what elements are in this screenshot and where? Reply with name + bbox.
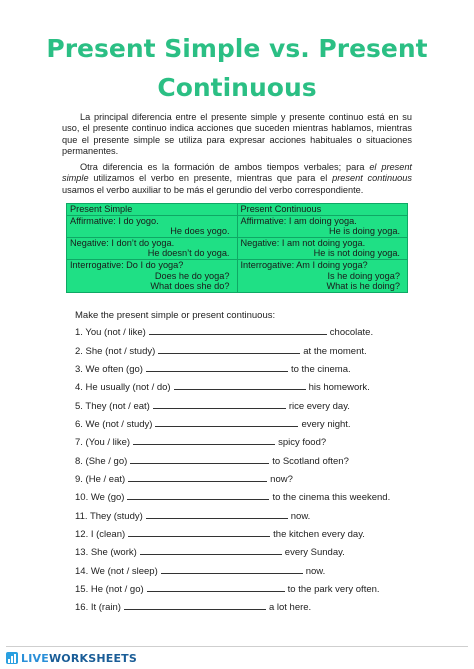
liveworksheets-logo[interactable] (6, 651, 137, 665)
continuous-negative-2: He is not doing yoga. (313, 248, 400, 259)
intro-paragraph-1: La principal diferencia entre el presente simple y presente continuo está en su uso, el presente continuo indica acciones que suceden mientras hablamos, mientras que el presente simple se utiliza para expresar acciones habituales o situaciones permanentes. (62, 112, 412, 156)
continuous-interrogative-3: What is he doing? (326, 281, 400, 292)
continuous-negative-1: Negative: I am not doing yoga. (240, 237, 366, 248)
exercise-item: 12. I (clean) the kitchen every day. (75, 529, 365, 540)
answer-blank[interactable] (127, 490, 269, 500)
answer-blank[interactable] (146, 509, 288, 519)
header-present-continuous: Present Continuous (237, 204, 408, 216)
answer-blank[interactable] (130, 454, 269, 464)
simple-affirmative-2: He does yogo. (170, 226, 230, 237)
answer-blank[interactable] (153, 399, 286, 409)
exercise-item: 7. (You / like) spicy food? (75, 437, 327, 448)
logo-text-worksheets: WORKSHEETS (48, 651, 137, 665)
logo-text-live: LIVE (21, 651, 49, 665)
grammar-table (66, 203, 408, 293)
grammar-header-row (67, 204, 408, 216)
answer-blank[interactable] (133, 435, 275, 445)
exercise-item: 13. She (work) every Sunday. (75, 547, 345, 558)
continuous-affirmative-1: Affirmative: I am doing yoga. (240, 215, 357, 226)
intro-paragraph-2: Otra diferencia es la formación de ambos tiempos verbales; para el present simple utilizamos el verbo en presente, mientras que para el present continuous usamos el verbo auxiliar to be más el gerundio del verbo correspondiente. (62, 162, 412, 195)
negative-row (67, 237, 408, 259)
answer-blank[interactable] (174, 380, 306, 390)
exercise-item: 1. You (not / like) chocolate. (75, 327, 374, 338)
simple-negative-2: He doesn’t do yoga. (147, 248, 230, 259)
exercise-item: 3. We often (go) to the cinema. (75, 364, 351, 375)
continuous-interrogative-2: Is he doing yoga? (327, 270, 400, 281)
answer-blank[interactable] (140, 545, 282, 555)
exercise-item: 14. We (not / sleep) now. (75, 566, 326, 577)
exercise-item: 9. (He / eat) now? (75, 474, 293, 485)
exercise-item: 11. They (study) now. (75, 511, 311, 522)
footer-divider (6, 646, 468, 647)
bar-chart-icon (6, 652, 18, 664)
answer-blank[interactable] (158, 344, 300, 354)
simple-affirmative-1: Affirmative: I do yogo. (70, 215, 159, 226)
continuous-interrogative-1: Interrogative: Am I doing yoga? (240, 259, 368, 270)
answer-blank[interactable] (149, 325, 327, 335)
answer-blank[interactable] (155, 417, 298, 427)
exercise-item: 8. (She / go) to Scotland often? (75, 456, 349, 467)
interrogative-row (67, 259, 408, 292)
answer-blank[interactable] (124, 600, 266, 610)
exercise-instruction: Make the present simple or present continuous: (75, 310, 276, 321)
answer-blank[interactable] (161, 564, 303, 574)
answer-blank[interactable] (128, 527, 270, 537)
exercise-item: 16. It (rain) a lot here. (75, 602, 312, 613)
answer-blank[interactable] (128, 472, 267, 482)
affirmative-row (67, 215, 408, 237)
header-present-simple: Present Simple (67, 204, 238, 216)
exercise-item: 10. We (go) to the cinema this weekend. (75, 492, 391, 503)
answer-blank[interactable] (147, 582, 285, 592)
answer-blank[interactable] (146, 362, 288, 372)
page-title: Present Simple vs. Present (46, 34, 428, 63)
exercise-item: 5. They (not / eat) rice every day. (75, 401, 350, 412)
page-title-line2: Continuous (157, 73, 317, 102)
exercise-item: 4. He usually (not / do) his homework. (75, 382, 370, 393)
simple-interrogative-1: Interrogative: Do I do yoga? (70, 259, 184, 270)
exercise-item: 6. We (not / study) every night. (75, 419, 351, 430)
continuous-affirmative-2: He is doing yoga. (329, 226, 400, 237)
simple-interrogative-2: Does he do yoga? (154, 270, 230, 281)
simple-negative-1: Negative: I don’t do yoga. (70, 237, 175, 248)
exercise-item: 2. She (not / study) at the moment. (75, 346, 367, 357)
exercise-item: 15. He (not / go) to the park very often. (75, 584, 380, 595)
simple-interrogative-3: What does she do? (150, 281, 230, 292)
